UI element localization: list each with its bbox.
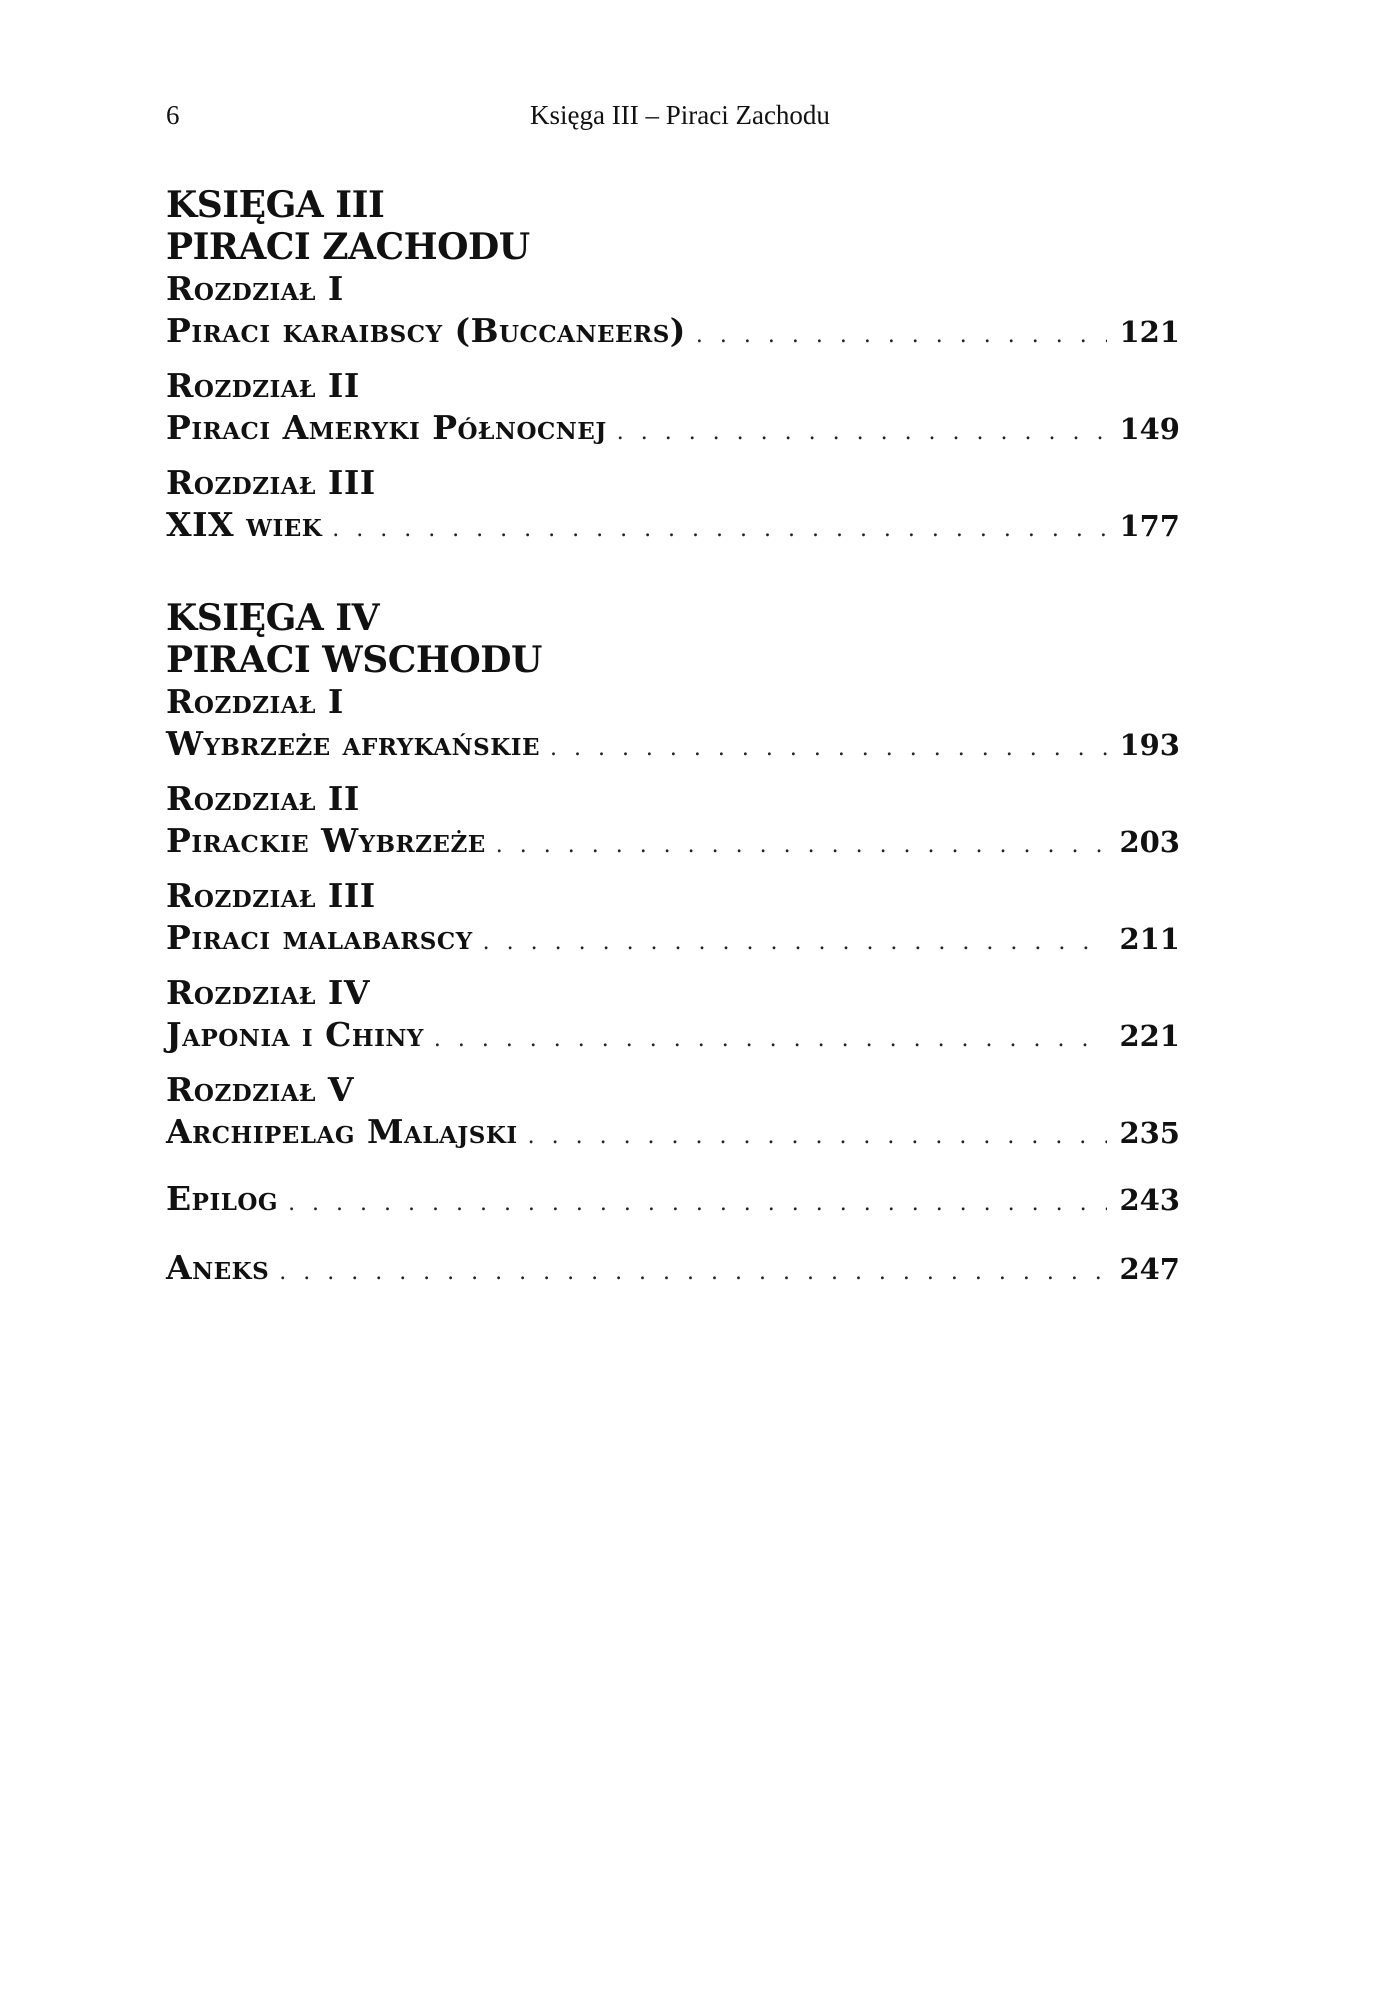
book-section xyxy=(166,597,1180,1158)
book-title: PIRACI WSCHODU xyxy=(166,639,542,681)
toc-entry xyxy=(166,820,1180,867)
chapter-title: Wybrzeże afrykańskie xyxy=(166,724,540,763)
page-reference: 221 xyxy=(1119,1019,1180,1053)
toc-entry xyxy=(166,407,1180,454)
chapter-entry xyxy=(166,681,1180,770)
toc-entry-epilog xyxy=(166,1178,1180,1225)
dot-leader xyxy=(696,315,1108,357)
dot-leader xyxy=(496,825,1108,867)
chapter-entry xyxy=(166,268,1180,357)
dot-leader xyxy=(288,1183,1107,1225)
chapter-label: Rozdział II xyxy=(166,779,360,818)
chapter-label: Rozdział II xyxy=(166,366,360,405)
chapter-entry xyxy=(166,972,1180,1061)
page-reference: 193 xyxy=(1119,728,1180,762)
dot-leader xyxy=(550,728,1107,770)
toc-entry xyxy=(166,504,1180,551)
chapter-title: Pirackie Wybrzeże xyxy=(166,821,486,860)
dot-leader xyxy=(483,922,1108,964)
dot-leader xyxy=(332,509,1107,551)
chapter-title: Piraci malabarscy xyxy=(166,918,473,957)
toc-entry xyxy=(166,1111,1180,1158)
page-reference: 243 xyxy=(1119,1183,1180,1217)
dot-leader xyxy=(617,412,1108,454)
chapter-title: Piraci karaibscy (Buccaneers) xyxy=(166,311,686,350)
chapter-entry xyxy=(166,875,1180,964)
chapter-title: Piraci Ameryki Północnej xyxy=(166,408,607,447)
page-number: 6 xyxy=(166,100,180,130)
chapter-title: XIX wiek xyxy=(166,505,323,544)
dot-leader xyxy=(434,1019,1108,1061)
chapter-label: Rozdział III xyxy=(166,876,376,915)
page-reference: 235 xyxy=(1119,1116,1180,1150)
page-reference: 203 xyxy=(1119,825,1180,859)
toc-entry xyxy=(166,723,1180,770)
chapter-entry xyxy=(166,462,1180,551)
page-reference: 247 xyxy=(1119,1252,1180,1286)
chapter-label: Rozdział IV xyxy=(166,973,370,1012)
chapter-entry xyxy=(166,1069,1180,1158)
toc-entry-aneks xyxy=(166,1247,1180,1294)
dot-leader xyxy=(279,1252,1107,1294)
aneks-title: Aneks xyxy=(166,1248,270,1287)
epilog-title: Epilog xyxy=(166,1179,279,1218)
table-of-contents xyxy=(166,184,1180,1294)
chapter-title: Japonia i Chiny xyxy=(166,1015,424,1054)
toc-entry xyxy=(166,310,1180,357)
chapter-label: Rozdział I xyxy=(166,269,344,308)
page-reference: 177 xyxy=(1119,509,1180,543)
dot-leader xyxy=(528,1116,1108,1158)
toc-entry xyxy=(166,1014,1180,1061)
chapter-title: Archipelag Malajski xyxy=(166,1112,518,1151)
toc-entry xyxy=(166,917,1180,964)
chapter-label: Rozdział III xyxy=(166,463,376,502)
book-label: KSIĘGA III xyxy=(166,184,385,226)
chapter-entry xyxy=(166,365,1180,454)
page-reference: 121 xyxy=(1119,315,1180,349)
book-section xyxy=(166,184,1180,551)
running-header: Księga III – Piraci Zachodu xyxy=(530,100,830,130)
page-reference: 211 xyxy=(1119,922,1180,956)
page-reference: 149 xyxy=(1119,412,1180,446)
chapter-label: Rozdział V xyxy=(166,1070,355,1109)
book-title: PIRACI ZACHODU xyxy=(166,226,530,268)
chapter-label: Rozdział I xyxy=(166,682,344,721)
book-label: KSIĘGA IV xyxy=(166,597,380,639)
chapter-entry xyxy=(166,778,1180,867)
